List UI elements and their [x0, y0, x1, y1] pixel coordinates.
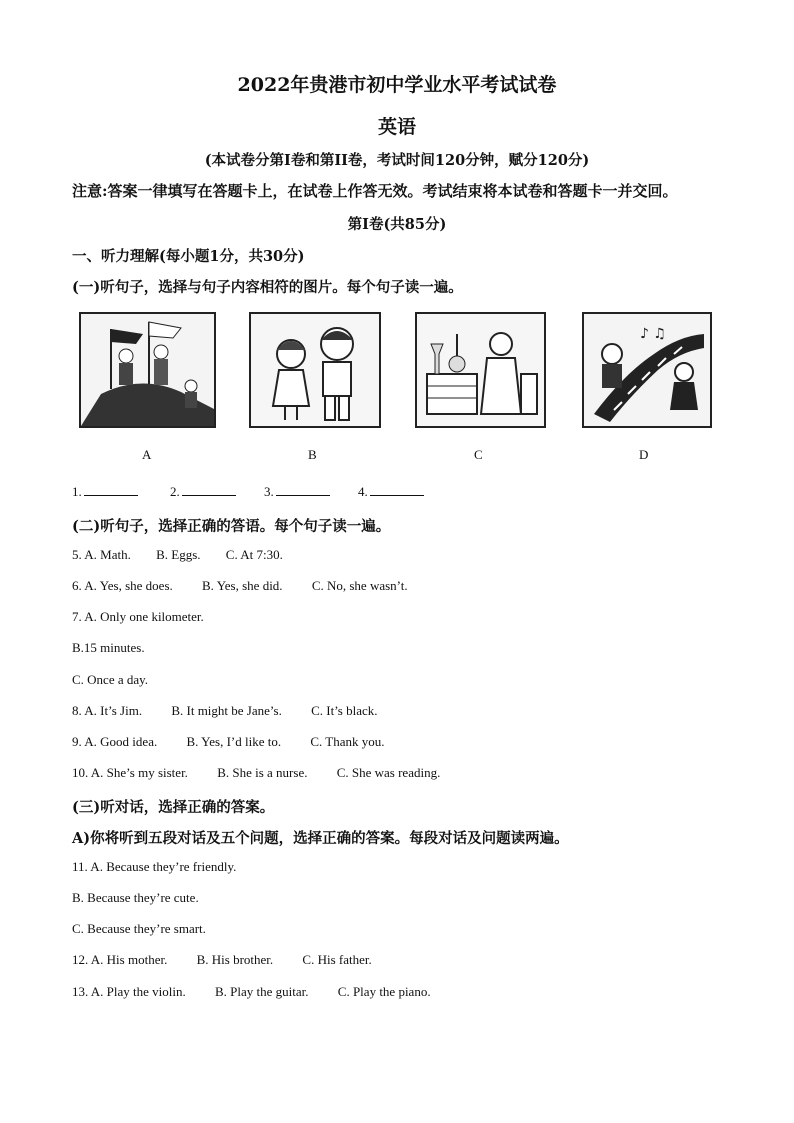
q5-option-c: C. At 7:30.	[225, 547, 283, 562]
q8-option-b: B. It might be Jane’s.	[171, 703, 282, 718]
q6-option-a: 6. A. Yes, she does.	[72, 578, 173, 593]
subsection-3a-heading: A)你将听到五段对话及五个问题，选择正确的答案。每段对话及问题读两遍。	[72, 830, 569, 847]
question-7-option-a: 7. A. Only one kilometer.	[72, 609, 204, 624]
q5-option-b: B. Eggs.	[156, 547, 201, 562]
q12-option-a: 12. A. His mother.	[72, 952, 168, 967]
q12-option-b: B. His brother.	[196, 952, 274, 967]
subsection-1-heading: (一)听句子，选择与句子内容相符的图片。每个句子读一遍。	[72, 279, 463, 296]
q6-option-c: C. No, she wasn’t.	[311, 578, 408, 593]
q12-option-c: C. His father.	[302, 952, 372, 967]
blank-1[interactable]: 1.	[72, 483, 138, 500]
q6-option-b: B. Yes, she did.	[202, 578, 283, 593]
q8-option-c: C. It’s black.	[311, 703, 378, 718]
picture-a-label: A	[142, 447, 152, 462]
question-11-option-b: B. Because they’re cute.	[72, 890, 199, 905]
blank-3[interactable]: 3.	[264, 483, 330, 500]
q13-option-a: 13. A. Play the violin.	[72, 984, 186, 999]
boy-girl-illustration-icon	[251, 314, 379, 426]
question-5	[72, 547, 283, 563]
exam-info: (本试卷分第I卷和第II卷，考试时间120分钟，赋分120分)	[204, 152, 590, 169]
question-7-option-c: C. Once a day.	[72, 672, 149, 687]
question-13	[72, 984, 431, 1000]
q10-option-c: C. She was reading.	[336, 765, 441, 780]
picture-d	[582, 312, 712, 428]
blank-4[interactable]: 4.	[358, 483, 424, 500]
q13-option-b: B. Play the guitar.	[215, 984, 309, 999]
picture-d-label: D	[639, 447, 649, 462]
section-listening-heading: 一、听力理解(每小题1分，共30分)	[72, 248, 305, 265]
question-6	[72, 578, 408, 594]
picture-c-label: C	[474, 447, 483, 462]
scientist-lab-illustration-icon	[417, 314, 544, 426]
q9-option-a: 9. A. Good idea.	[72, 734, 158, 749]
question-7-option-b: B.15 minutes.	[72, 640, 145, 655]
q9-option-c: C. Thank you.	[310, 734, 385, 749]
q13-option-c: C. Play the piano.	[337, 984, 431, 999]
subject-title: 英语	[377, 116, 416, 138]
question-8	[72, 703, 378, 719]
piano-music-illustration-icon	[584, 314, 710, 426]
subsection-2-heading: (二)听句子，选择正确的答语。每个句子读一遍。	[72, 518, 391, 535]
flag-climbers-illustration-icon	[81, 314, 214, 426]
picture-c	[415, 312, 546, 428]
q5-option-a: 5. A. Math.	[72, 547, 131, 562]
blank-2[interactable]: 2.	[170, 483, 236, 500]
question-12	[72, 952, 372, 968]
question-10	[72, 765, 440, 781]
q9-option-b: B. Yes, I’d like to.	[186, 734, 282, 749]
svg-text:♪ ♫: ♪ ♫	[640, 326, 666, 342]
picture-a	[79, 312, 216, 428]
q10-option-b: B. She is a nurse.	[217, 765, 308, 780]
exam-title: 2022年贵港市初中学业水平考试试卷	[237, 74, 557, 96]
question-9	[72, 734, 385, 750]
q8-option-a: 8. A. It’s Jim.	[72, 703, 143, 718]
question-11-option-c: C. Because they’re smart.	[72, 921, 206, 936]
notice-text: 注意:答案一律填写在答题卡上，在试卷上作答无效。考试结束将本试卷和答题卡一并交回。	[72, 182, 678, 200]
picture-b-label: B	[308, 447, 317, 462]
part-one-heading: 第I卷(共85分)	[347, 216, 447, 233]
q10-option-a: 10. A. She’s my sister.	[72, 765, 188, 780]
picture-b	[249, 312, 381, 428]
subsection-3-heading: (三)听对话，选择正确的答案。	[72, 799, 275, 816]
question-11-option-a: 11. A. Because they’re friendly.	[72, 859, 237, 874]
